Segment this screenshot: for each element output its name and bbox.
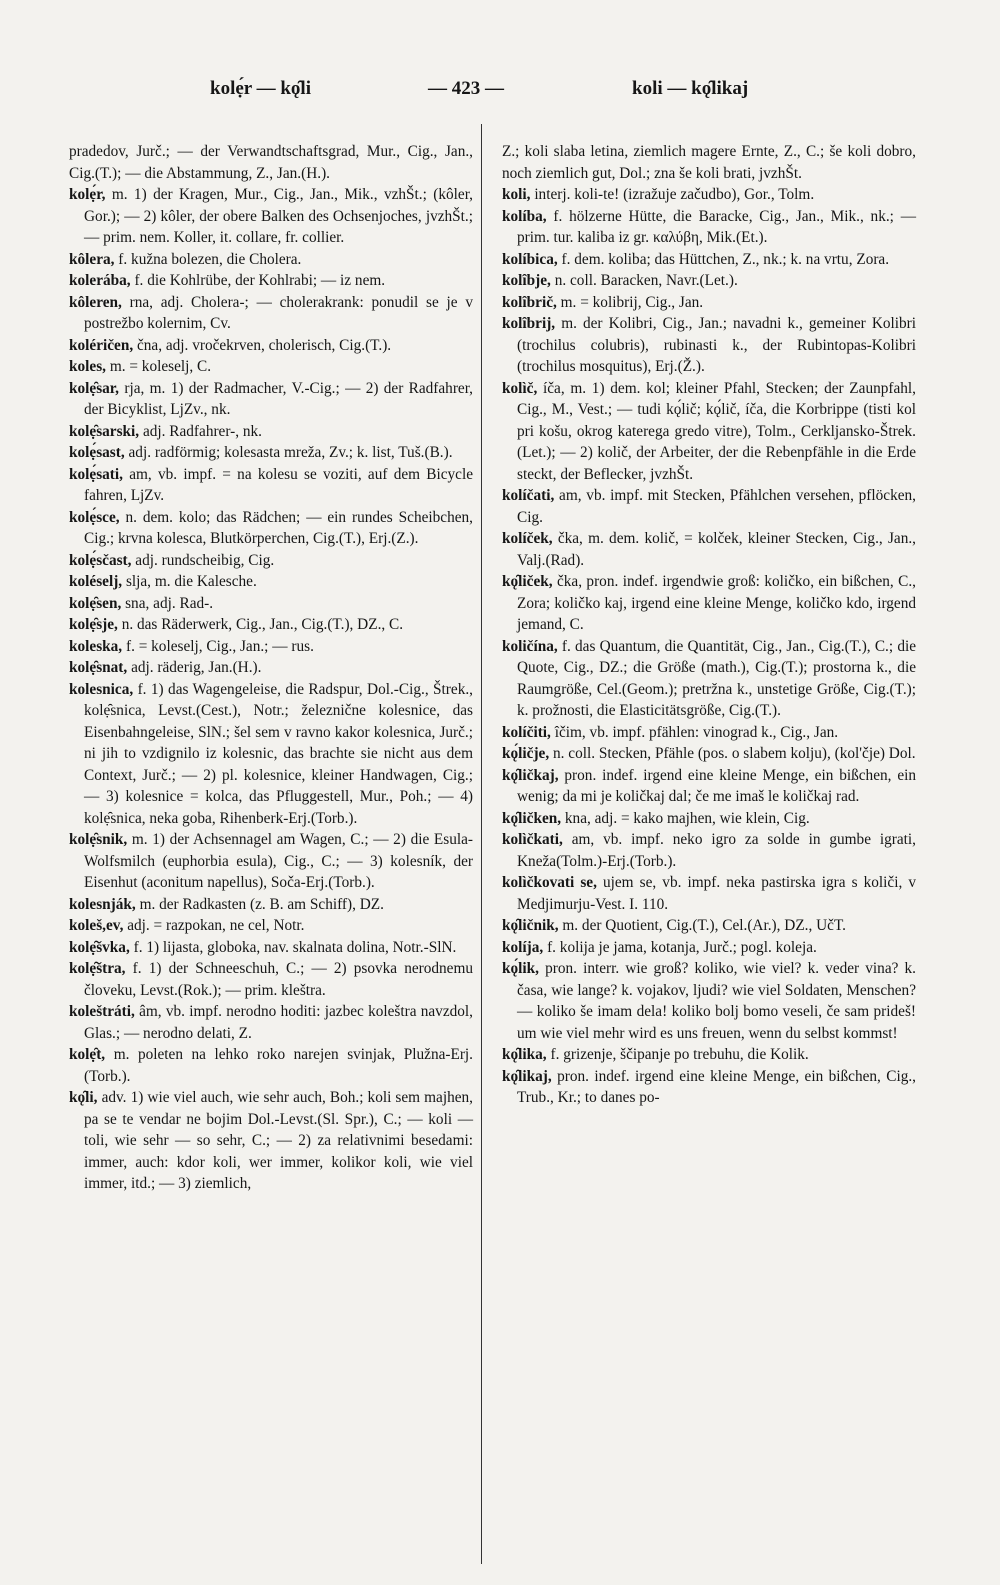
entry-definition: f. die Kohlrübe, der Kohlrabi; — iz nem.: [134, 272, 386, 289]
entry-definition: am, vb. impf. neko igro za solde in gumbe igrati, Kneža(Tolm.)-Erj.(Torb.).: [517, 831, 916, 870]
entry-headword: koli,: [502, 186, 531, 203]
entry-headword: kolẹ̑snat,: [69, 659, 128, 676]
entry-definition: f. 1) das Wagengeleise, die Radspur, Dol.-Cig., Štrek., kolẹ̑snica, Levst.(Cest.), Notr.; železnične kolesnice, das Eisenbahngeleise, SlN.; šel sem v ravno kakor kolesnica, Jurč.; ni jih to vzdignilo iz kolesnic, das brachte sie nicht aus dem Context, Jurč.; — 2) pl. kolesnice, kleiner Handwagen, Cig.; — 3) kolesnice = kolca, das Pfluggestell, Mur., Poh.; — 4) kolẹ̑snica, neka goba, Rihenberk-Erj.(Torb.).: [84, 680, 473, 827]
dictionary-entry: [69, 184, 473, 249]
entry-headword: kolẹ̑sen,: [69, 594, 122, 612]
entry-headword: koléselj,: [69, 573, 123, 590]
entry-headword: kolíba,: [502, 207, 547, 225]
entry-definition: n. das Räderwerk, Cig., Jan., Cig.(T.), DZ., C.: [121, 616, 404, 633]
entry-headword: kǫ̑ličken,: [502, 809, 562, 827]
entry-definition: îčim, vb. impf. pfählen: vinograd k., Cig., Jan.: [554, 723, 839, 741]
entry-headword: kolẹ̑sarski,: [69, 422, 140, 440]
entry-definition: am, vb. impf. = na kolesu se voziti, auf dem Bicycle fahren, LjZv.: [84, 465, 473, 504]
dictionary-entry: [502, 958, 916, 1044]
entry-definition: f. 1) lijasta, globoka, nav. skalnata dolina, Notr.-SlN.: [133, 938, 457, 956]
entry-headword: kǫ́ličje,: [502, 745, 550, 762]
entry-definition: adj. rundscheibig, Cig.: [135, 551, 275, 569]
entry-definition: f. kužna bolezen, die Cholera.: [118, 250, 302, 268]
dictionary-entry: [502, 872, 916, 915]
entry-headword: kǫ̑li,: [69, 1089, 98, 1106]
dictionary-entry: [502, 722, 916, 744]
entry-definition: íča, m. 1) dem. kol; kleiner Pfahl, Stecken; der Zaunpfahl, Cig., M., Vest.; — tudi kǫ́lič; kǫ́lič, íča, die Korbrippe (tisti kol pri košu, okrog katerega gredo vitre), Tolm., Cerkljansko-Štrek.(Let.); — 2) količ, der Arbeiter, der die Rebenpfähle in die Erde steckt, der Beflecker, jvzhŠt.: [517, 379, 916, 483]
dictionary-entry: [502, 528, 916, 571]
entry-definition: adj. = razpokan, ne cel, Notr.: [127, 917, 305, 934]
page-number: — 423 —: [428, 78, 504, 99]
entry-headword: koleštráti,: [69, 1003, 135, 1020]
entry-headword: koleš,ev,: [69, 917, 124, 934]
entry-definition: sna, adj. Rad-.: [125, 594, 214, 612]
entry-headword: kolẹ́r,: [69, 186, 106, 203]
entry-headword: kolîbje,: [502, 272, 551, 289]
entry-headword: koleska,: [69, 637, 123, 655]
entry-headword: kolesnják,: [69, 895, 136, 913]
entry-headword: kolẹ́sast,: [69, 444, 125, 461]
entry-headword: kolẹ̑snik,: [69, 831, 128, 848]
entry-definition: adj. Radfahrer-, nk.: [142, 422, 262, 440]
entry-definition: adv. 1) wie viel auch, wie sehr auch, Boh.; koli sem majhen, pa se te vendar ne bojim Dol.-Levst.(Sl. Spr.), C.; — koli — toli, wie sehr — so sehr, C.; — 2) za relativnimi besedami: immer, auch: kdor koli, wer immer, kolikor koli, wie viel immer, itd.; — 3) ziemlich,: [84, 1089, 473, 1192]
left-column: [69, 141, 473, 1195]
column-divider: [481, 124, 482, 1564]
dictionary-entry: [502, 808, 916, 830]
dictionary-entry: [69, 829, 473, 894]
entry-headword: kolẹ̑t,: [69, 1046, 106, 1063]
header-right-guidewords: koli — kǫ̑likaj: [632, 78, 749, 99]
entry-definition: n. dem. kolo; das Rädchen; — ein rundes Scheibchen, Cig.; krvna kolesca, Blutkörperchen, Cig.(T.), Erj.(Z.).: [84, 508, 473, 547]
entry-definition: kna, adj. = kako majhen, wie klein, Cig.: [564, 809, 810, 827]
entry-headword: kôleren,: [69, 293, 122, 311]
dictionary-entry: [502, 937, 916, 959]
entry-headword: kôlera,: [69, 250, 115, 268]
dictionary-entry: [69, 464, 473, 507]
dictionary-entry: [69, 249, 473, 271]
entry-headword: kolẹ̑sje,: [69, 616, 118, 633]
dictionary-entry: [69, 571, 473, 593]
entry-definition: am, vb. impf. mit Stecken, Pfählchen versehen, pflöcken, Cig.: [517, 487, 916, 526]
dictionary-entry: [69, 593, 473, 615]
entry-definition: Z.; koli slaba letina, ziemlich magere Ernte, Z., C.; še koli dobro, noch ziemlich gut, Dol.; zna še koli brati, jvzhŠt.: [502, 143, 916, 182]
entry-headword: kolíčati,: [502, 487, 555, 504]
entry-definition: n. coll. Stecken, Pfähle (pos. o slabem kolju), (kol'čje) Dol.: [552, 745, 916, 762]
dictionary-entry: [502, 313, 916, 378]
dictionary-entry: [502, 292, 916, 314]
entry-definition: f. dem. koliba; das Hüttchen, Z., nk.; k. na vrtu, Zora.: [561, 250, 890, 268]
entry-headword: kolìčkovati se,: [502, 874, 597, 891]
entry-headword: kǫ̑lika,: [502, 1046, 547, 1063]
entry-definition: pron. indef. irgend eine kleine Menge, ein bißchen, Cig., Trub., Kr.; to danes po-: [517, 1067, 916, 1106]
header-left-guidewords: kolẹ́r — kǫ̑li: [210, 78, 311, 99]
entry-definition: m. 1) der Kragen, Mur., Cig., Jan., Mik., vzhŠt.; (kôler, Gor.); — 2) kôler, der obere Balken des Ochsenjoches, jvzhŠt.; — prim. nem. Koller, it. collare, fr. collier.: [84, 186, 473, 246]
entry-definition: čka, m. dem. količ, = kolček, kleiner Stecken, Cig., Jan., Valj.(Rad).: [517, 530, 916, 569]
entry-headword: količína,: [502, 637, 558, 655]
dictionary-entry: [69, 292, 473, 335]
entry-headword: kǫ́lik,: [502, 960, 539, 977]
entry-headword: kolíčiti,: [502, 723, 551, 741]
entry-headword: koléričen,: [69, 336, 134, 354]
dictionary-entry: [69, 378, 473, 421]
dictionary-entry: [502, 485, 916, 528]
dictionary-entry: [502, 743, 916, 765]
entry-definition: f. das Quantum, die Quantität, Cig., Jan., Cig.(T.), C.; die Quote, Cig., DZ.; die Größe (math.), Cig.(T.); prostorna k., die Raumgröße, Cel.(Geom.); pretržna k., unstetige Größe, Cig.(T.); k. prožnosti, die Elasticitätsgröße, Cig.(T.).: [517, 637, 917, 719]
entry-definition: m. der Kolibri, Cig., Jan.; navadni k., gemeiner Kolibri (trochilus colubris), rubinasti k., der Rubintopas-Kolibri (trochilus mosquitus), Erj.(Ž.).: [517, 315, 917, 375]
dictionary-entry: [502, 571, 916, 636]
entry-definition: f. = koleselj, Cig., Jan.; — rus.: [125, 637, 314, 655]
dictionary-entry: [69, 915, 473, 937]
entry-definition: čna, adj. vročekrven, cholerisch, Cig.(T.).: [136, 336, 392, 354]
entry-definition: m. der Radkasten (z. B. am Schiff), DZ.: [139, 895, 384, 913]
dictionary-entry: [502, 1044, 916, 1066]
entry-definition: m. poleten na lehko roko narejen svinjak, Plužna-Erj.(Torb.).: [84, 1046, 473, 1085]
entry-definition: slja, m. die Kalesche.: [125, 573, 257, 590]
entry-definition: m. = koleselj, C.: [109, 358, 212, 375]
dictionary-entry: [69, 1087, 473, 1195]
dictionary-entry: [69, 335, 473, 357]
entry-definition: pron. interr. wie groß? koliko, wie viel? k. veder vina? k. časa, wie lange? k. vojakov, ljudi? wie viel Soldaten, Menschen? — koliko še imam dela! koliko bolj bomo veseli, če sam prideš! um wie viel mehr wird es uns freuen, wenn du selbst kommst!: [517, 960, 916, 1042]
running-header: [0, 66, 1000, 99]
entry-definition: interj. koli-te! (izražuje začudbo), Gor., Tolm.: [534, 186, 815, 203]
entry-headword: kolẹ́sati,: [69, 465, 123, 483]
entry-definition: adj. räderig, Jan.(H.).: [131, 659, 262, 676]
entry-definition: f. grizenje, ščipanje po trebuhu, die Kolik.: [550, 1046, 809, 1063]
entry-definition: m. = kolibrij, Cig., Jan.: [560, 293, 704, 311]
entry-headword: koles,: [69, 358, 106, 375]
dictionary-entry: [502, 765, 916, 808]
entry-headword: kolerába,: [69, 272, 131, 289]
dictionary-entry: [502, 270, 916, 292]
right-column: [502, 141, 916, 1109]
entry-headword: kolîbrič,: [502, 293, 557, 311]
entry-headword: kolíja,: [502, 938, 544, 956]
entry-headword: kolẹ́sce,: [69, 508, 120, 526]
dictionary-entry: [69, 270, 473, 292]
entry-definition: f. 1) der Schneeschuh, C.; — 2) psovka nerodnemu človeku, Levst.(Rok.); — prim. kleštra.: [84, 960, 474, 999]
entry-headword: kǫ̑ličkaj,: [502, 766, 559, 784]
entry-definition: n. coll. Baracken, Navr.(Let.).: [554, 272, 738, 289]
dictionary-entry: [502, 378, 916, 486]
entry-headword: kolesnica,: [69, 680, 134, 698]
entry-continuation: [69, 141, 473, 184]
entry-definition: adj. radförmig; kolesasta mreža, Zv.; k. list, Tuš.(B.).: [128, 444, 453, 461]
entry-headword: kolìč,: [502, 379, 538, 397]
entry-definition: rja, m. 1) der Radmacher, V.-Cig.; — 2) der Radfahrer, der Bicyklist, LjZv., nk.: [84, 379, 474, 418]
dictionary-entry: [69, 442, 473, 464]
entry-definition: rna, adj. Cholera-; — cholerakrank: ponudil se je v postrežbo kolernim, Cv.: [84, 293, 473, 332]
entry-definition: pradedov, Jurč.; — der Verwandtschaftsgrad, Mur., Cig., Jan., Cig.(T.); — die Abstammung, Z., Jan.(H.).: [69, 143, 473, 182]
dictionary-entry: [69, 1001, 473, 1044]
entry-definition: čka, pron. indef. irgendwie groß: količko, ein bißchen, C., Zora; količko kaj, irgend eine kleine Menge, količko kdo, irgend jemand, C.: [517, 573, 917, 633]
dictionary-entry: [69, 657, 473, 679]
dictionary-entry: [502, 249, 916, 271]
dictionary-entry: [69, 421, 473, 443]
entry-definition: pron. indef. irgend eine kleine Menge, ein bißchen, ein wenig; da mi je količkaj dal; če me imaš le količkaj rad.: [517, 766, 917, 805]
entry-headword: kolẹ̑štra,: [69, 960, 126, 977]
entry-continuation: [502, 141, 916, 184]
dictionary-entry: [502, 915, 916, 937]
dictionary-entry: [69, 507, 473, 550]
dictionary-entry: [502, 636, 916, 722]
entry-headword: kolẹ̑švka,: [69, 938, 130, 956]
entry-definition: f. hölzerne Hütte, die Baracke, Cig., Jan., Mik., nk.; — prim. tur. kaliba iz gr. καλύβη, Mik.(Et.).: [517, 207, 916, 246]
dictionary-entry: [502, 1066, 916, 1109]
entry-headword: kolîbrij,: [502, 315, 556, 332]
entry-definition: f. kolija je jama, kotanja, Jurč.; pogl. koleja.: [547, 938, 817, 956]
dictionary-entry: [69, 550, 473, 572]
entry-definition: ujem se, vb. impf. neka pastirska igra s količi, v Medjimurju-Vest. I. 110.: [517, 874, 917, 913]
dictionary-entry: [69, 958, 473, 1001]
dictionary-entry: [69, 679, 473, 830]
dictionary-entry: [502, 184, 916, 206]
entry-definition: âm, vb. impf. nerodno hoditi: jazbec koleštra navzdol, Glas.; — nerodno delati, Z.: [84, 1003, 473, 1042]
entry-headword: kolìčkati,: [502, 831, 563, 848]
dictionary-entry: [69, 937, 473, 959]
dictionary-entry: [69, 356, 473, 378]
entry-headword: kolẹ̑sar,: [69, 379, 120, 397]
dictionary-entry: [69, 636, 473, 658]
entry-headword: kolẹ́sčast,: [69, 551, 132, 569]
entry-headword: kǫ̑likaj,: [502, 1067, 552, 1085]
entry-headword: kolíček,: [502, 530, 553, 547]
dictionary-entry: [69, 894, 473, 916]
entry-definition: m. der Quotient, Cig.(T.), Cel.(Ar.), DZ., UčT.: [562, 917, 847, 934]
entry-headword: kǫ̑ličnik,: [502, 917, 559, 934]
entry-headword: kolíbica,: [502, 250, 558, 268]
dictionary-entry: [69, 614, 473, 636]
dictionary-entry: [502, 206, 916, 249]
dictionary-entry: [502, 829, 916, 872]
entry-headword: kǫ̑liček,: [502, 573, 553, 590]
entry-definition: m. 1) der Achsennagel am Wagen, C.; — 2) die Esula-Wolfsmilch (euphorbia esula), Cig., C.; — 3) kolesník, der Eisenhut (aconitum napellus), Soča-Erj.(Torb.).: [84, 831, 473, 891]
dictionary-entry: [69, 1044, 473, 1087]
